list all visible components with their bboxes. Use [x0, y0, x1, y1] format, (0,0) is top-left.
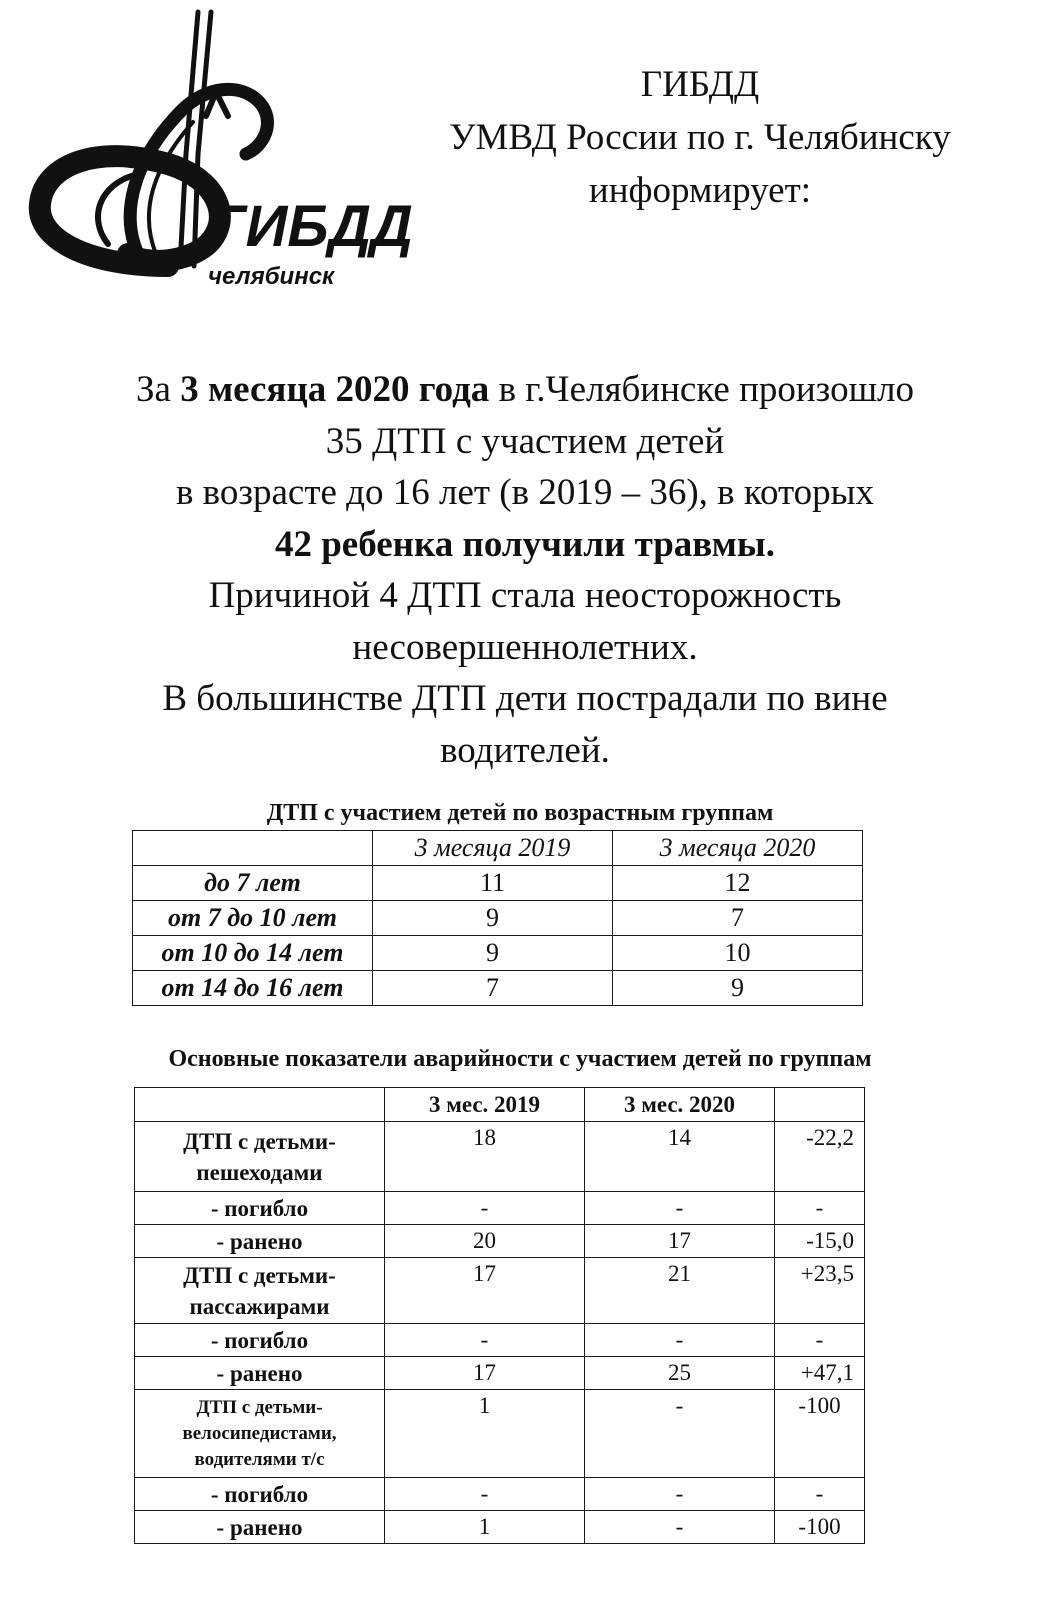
main-line-6: несовершеннолетних.	[352, 626, 698, 668]
row-label: от 7 до 10 лет	[133, 901, 373, 936]
table-row	[135, 1192, 865, 1225]
value-2019: 1	[385, 1511, 585, 1544]
row-label	[135, 1390, 385, 1478]
table-row	[135, 1225, 865, 1258]
table-row	[135, 1324, 865, 1357]
main-line-4-bold: 42 ребенка получили травмы.	[274, 523, 775, 565]
value-2020: 17	[585, 1225, 775, 1258]
value-2020: 21	[585, 1258, 775, 1324]
value-2019: -	[385, 1324, 585, 1357]
header-line-2: УМВД России по г. Челябинску	[449, 117, 951, 158]
table-row	[135, 1390, 865, 1478]
value-change: -100	[775, 1390, 865, 1478]
value-2019: 11	[373, 866, 613, 901]
main-line-8: водителей.	[440, 729, 610, 771]
value-2019: 7	[373, 971, 613, 1006]
row-label-line: водителями т/с	[194, 1448, 325, 1470]
main-line-1-bold: 3 месяца 2020 года	[180, 369, 490, 410]
row-label: - ранено	[135, 1357, 385, 1390]
value-2020: 12	[613, 866, 863, 901]
row-label: - погибло	[135, 1324, 385, 1357]
row-label: - погибло	[135, 1192, 385, 1225]
value-change: +23,5	[775, 1258, 865, 1324]
value-change: -	[775, 1324, 865, 1357]
row-label: до 7 лет	[133, 866, 373, 901]
value-2020: 25	[585, 1357, 775, 1390]
main-line-4	[20, 519, 1030, 571]
row-label: от 14 до 16 лет	[133, 971, 373, 1006]
table-row	[133, 936, 863, 971]
indicators-table-title: Основные показатели аварийности с участием детей по группам	[168, 1046, 872, 1072]
value-2020: 10	[613, 936, 863, 971]
age-groups-table	[132, 830, 863, 1006]
row-label-line: пешеходами	[196, 1159, 323, 1185]
header-cell: 3 месяца 2019	[373, 831, 613, 866]
main-announcement	[20, 364, 1030, 776]
table-row	[135, 1357, 865, 1390]
main-line-3: в возрасте до 16 лет (в 2019 – 36), в которых	[175, 472, 875, 513]
header-line-3: информирует:	[588, 170, 812, 211]
indicators-table	[134, 1087, 865, 1544]
value-2019: 9	[373, 901, 613, 936]
header-cell: 3 мес. 2020	[585, 1088, 775, 1122]
row-label-line: ДТП с детьми-	[196, 1396, 323, 1418]
table-header-row	[133, 831, 863, 866]
row-label-line: пассажирами	[189, 1293, 330, 1319]
age-table-title: ДТП с участием детей по возрастным группам	[266, 800, 774, 826]
value-2020: -	[585, 1511, 775, 1544]
logo-city: челябинск	[208, 263, 335, 290]
row-label	[135, 1122, 385, 1192]
header-cell	[133, 831, 373, 866]
table-row	[133, 901, 863, 936]
value-2020: -	[585, 1192, 775, 1225]
row-label: - погибло	[135, 1478, 385, 1511]
value-2019: -	[385, 1478, 585, 1511]
header-cell	[775, 1088, 865, 1122]
main-line-7: В большинстве ДТП дети пострадали по вине	[162, 678, 888, 719]
row-label: - ранено	[135, 1511, 385, 1544]
header-block	[380, 58, 1020, 217]
row-label	[135, 1258, 385, 1324]
main-line-2: 35 ДТП с участием детей	[325, 420, 725, 462]
value-2020: 9	[613, 971, 863, 1006]
row-label-line: велосипедистами,	[182, 1422, 337, 1444]
row-label-line: ДТП с детьми-	[183, 1128, 336, 1154]
main-line-5: Причиной 4 ДТП стала неосторожность	[208, 575, 842, 616]
row-label-line: ДТП с детьми-	[183, 1262, 336, 1288]
header-cell: 3 мес. 2019	[385, 1088, 585, 1122]
table-row	[135, 1478, 865, 1511]
value-2019: 18	[385, 1122, 585, 1192]
value-2020: 14	[585, 1122, 775, 1192]
table-row	[135, 1258, 865, 1324]
value-change: -	[775, 1192, 865, 1225]
value-2019: -	[385, 1192, 585, 1225]
row-label: от 10 до 14 лет	[133, 936, 373, 971]
table-row	[133, 866, 863, 901]
header-cell: 3 месяца 2020	[613, 831, 863, 866]
value-2019: 9	[373, 936, 613, 971]
value-2019: 17	[385, 1258, 585, 1324]
value-change: -22,2	[775, 1122, 865, 1192]
table-row	[133, 971, 863, 1006]
logo-wordmark: ГИБДД	[210, 194, 413, 259]
header-cell	[135, 1088, 385, 1122]
value-2020: 7	[613, 901, 863, 936]
main-line-1-post: в г.Челябинске произошло	[489, 369, 915, 410]
value-2019: 1	[385, 1390, 585, 1478]
value-2020: -	[585, 1390, 775, 1478]
main-line-1	[20, 364, 1030, 416]
main-line-1-pre: За	[135, 369, 181, 410]
gibdd-chelyabinsk-logo	[18, 4, 413, 294]
value-change: -	[775, 1478, 865, 1511]
table-row	[135, 1511, 865, 1544]
value-change: +47,1	[775, 1357, 865, 1390]
table-header-row	[135, 1088, 865, 1122]
value-change: -100	[775, 1511, 865, 1544]
value-2019: 20	[385, 1225, 585, 1258]
row-label: - ранено	[135, 1225, 385, 1258]
header-line-1: ГИБДД	[640, 64, 760, 105]
value-change: -15,0	[775, 1225, 865, 1258]
table-row	[135, 1122, 865, 1192]
value-2020: -	[585, 1478, 775, 1511]
value-2019: 17	[385, 1357, 585, 1390]
value-2020: -	[585, 1324, 775, 1357]
